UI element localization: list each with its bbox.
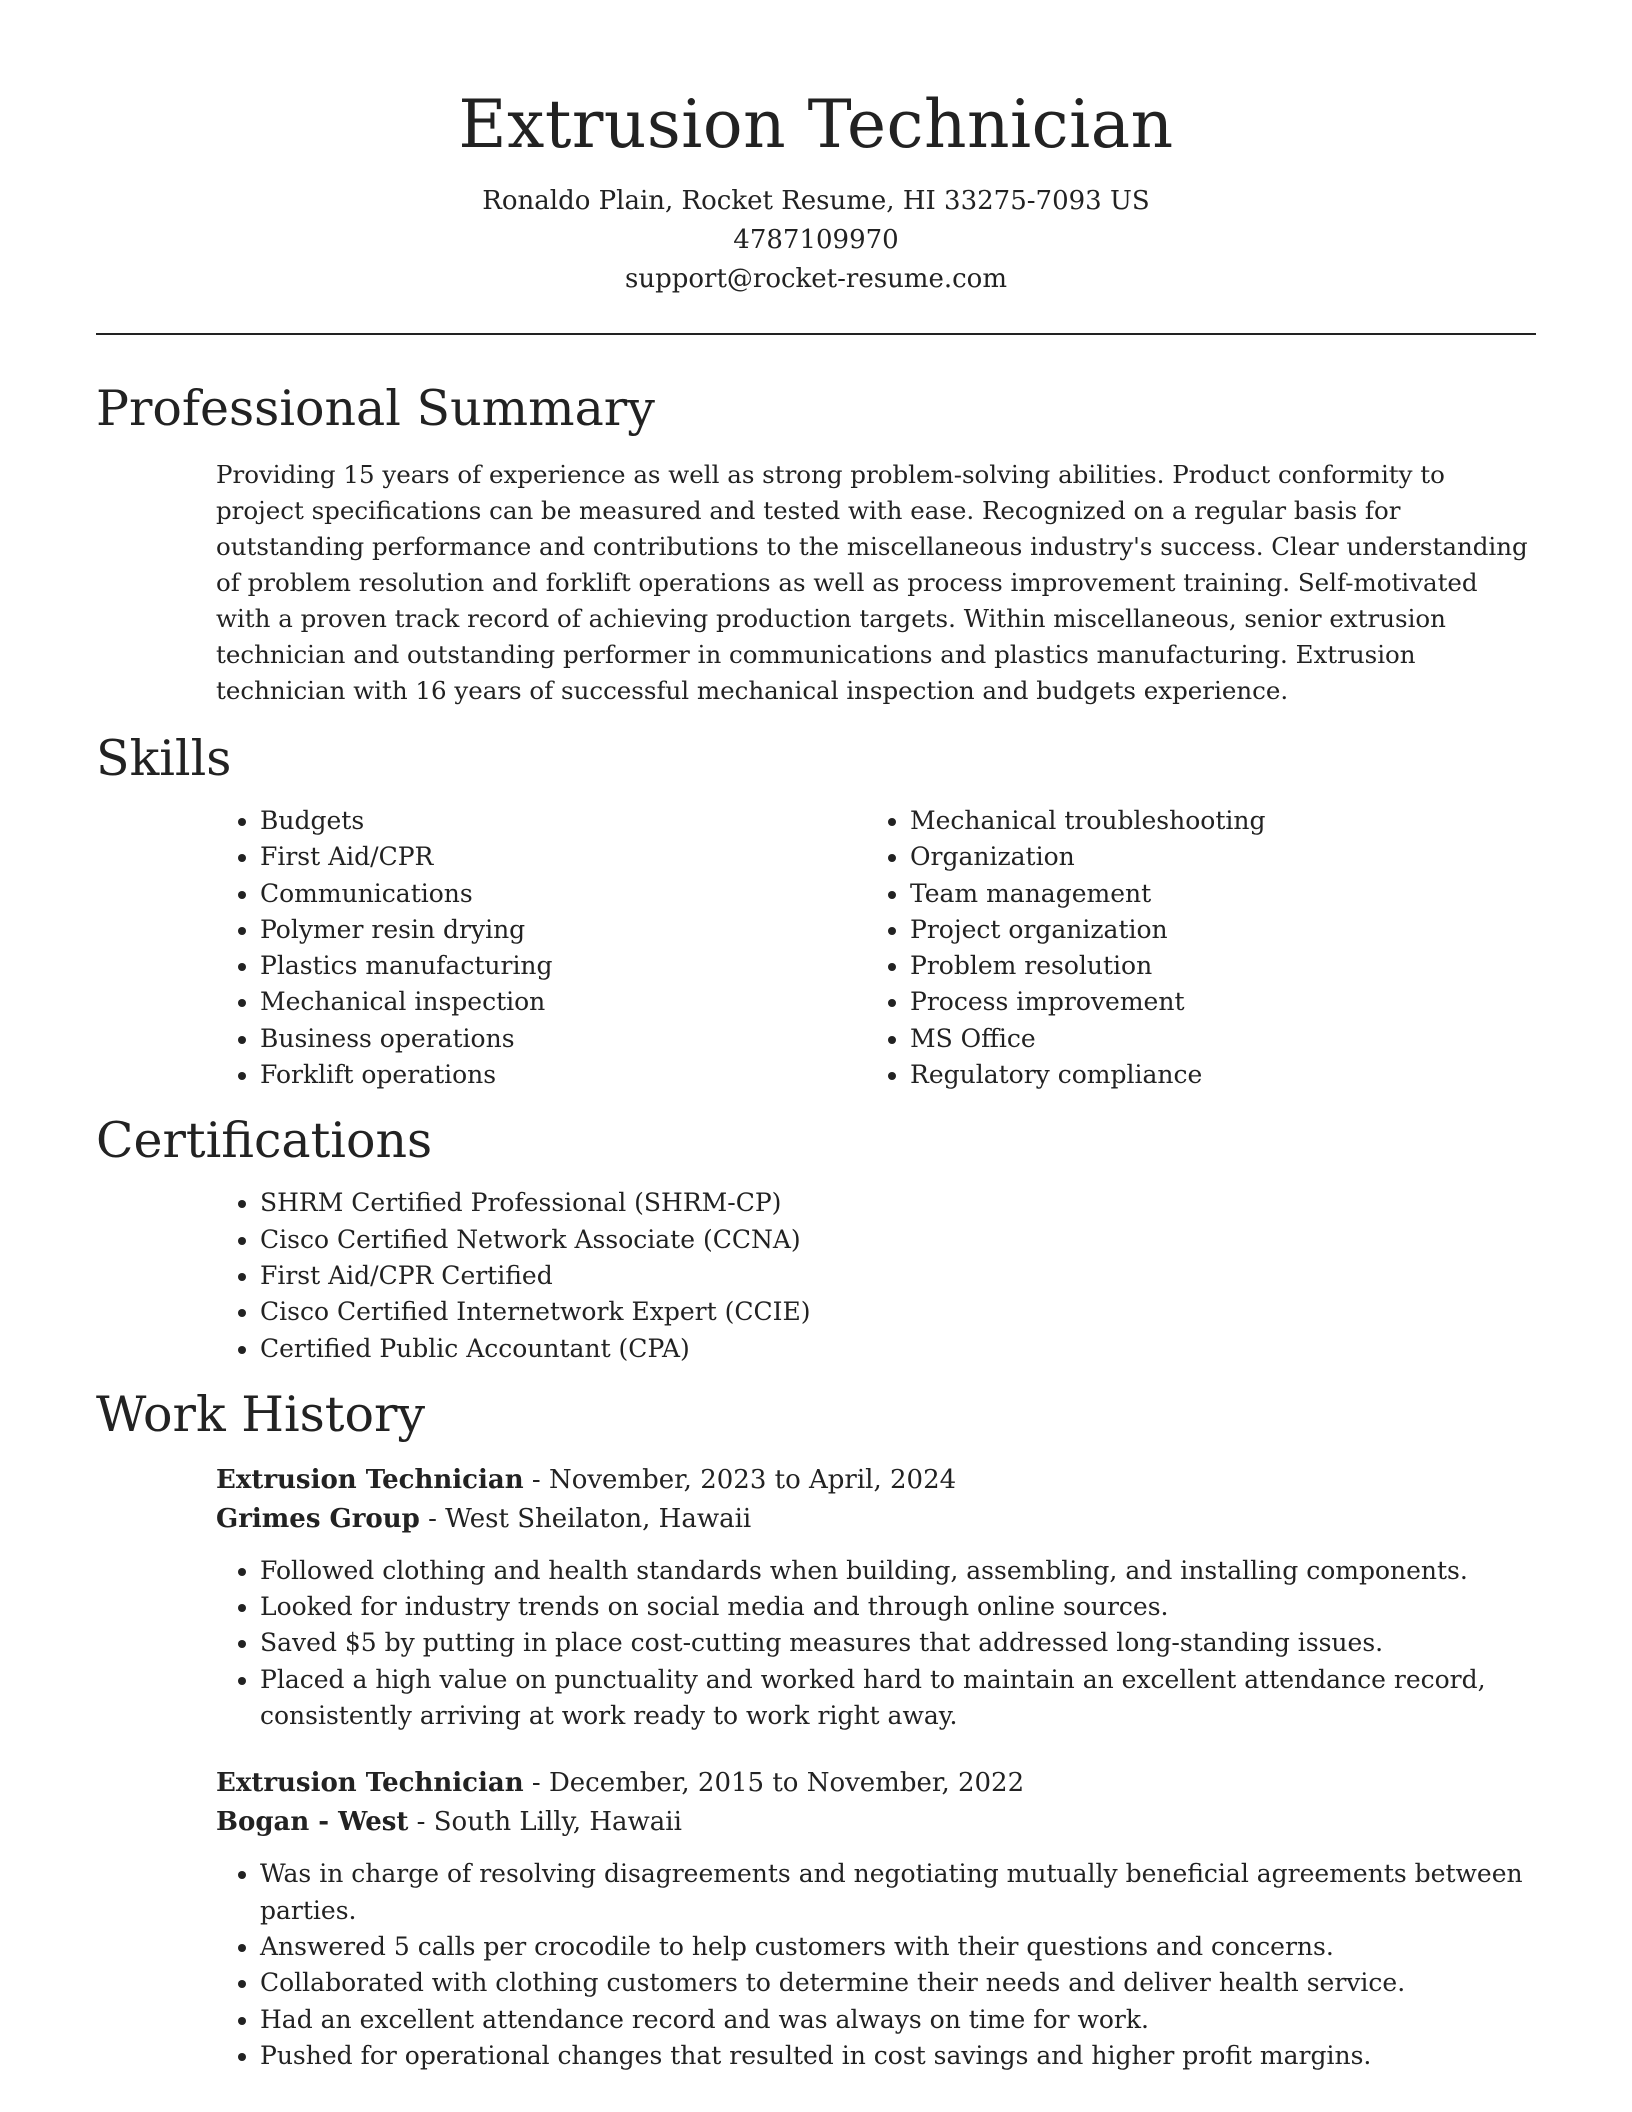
skills-list-right: [866, 803, 1516, 1093]
skills-heading: Skills: [96, 730, 232, 787]
job-role: Extrusion Technician: [216, 1768, 524, 1799]
skills-list-left: [216, 803, 866, 1093]
summary-paragraph: Providing 15 years of experience as well as strong problem-solving abilities. Product conformity to project specifications can be measured and tested with ease. Recognized on a regular basis for outstanding performance and contributions to the miscellaneous industry's success. Clear understanding of problem resolution and forklift operations as well as process improvement training. Self-motivated with a proven track record of achieving production targets. Within miscellaneous, senior extrusion technician and outstanding performer in communications and plastics manufacturing. Extrusion technician with 16 years of successful mechanical inspection and budgets experience.: [216, 460, 1528, 705]
header-divider: [96, 333, 1536, 335]
skill-item: • Regulatory compliance: [910, 1057, 1516, 1093]
work-history-section: [96, 1385, 1536, 2074]
skill-item: • Forklift operations: [260, 1057, 866, 1093]
skill-item: • First Aid/CPR: [260, 839, 866, 875]
job-company-line: [216, 1803, 1536, 1842]
certifications-list-wrap: [216, 1185, 1536, 1366]
skill-item: • Organization: [910, 839, 1516, 875]
contact-address: Ronaldo Plain, Rocket Resume, HI 33275-7093 US: [482, 186, 1150, 216]
job-bullet: • Looked for industry trends on social media and through online sources.: [260, 1589, 1536, 1625]
job-role: Extrusion Technician: [216, 1464, 524, 1495]
work-history-heading: Work History: [96, 1385, 426, 1443]
certification-item: • Certified Public Accountant (CPA): [260, 1331, 1536, 1367]
job-bullet: • Was in charge of resolving disagreements and negotiating mutually beneficial agreements between parties.: [260, 1856, 1536, 1929]
job-dates: - December, 2015 to November, 2022: [523, 1768, 1025, 1799]
skills-section: [96, 729, 1536, 1093]
job-bullet: • Followed clothing and health standards when building, assembling, and installing components.: [260, 1553, 1536, 1589]
skill-item: • MS Office: [910, 1021, 1516, 1057]
resume-header: [96, 0, 1536, 299]
contact-phone: 4787109970: [733, 225, 899, 255]
skill-item: • Problem resolution: [910, 948, 1516, 984]
job-company-line: [216, 1500, 1536, 1539]
certification-item: • First Aid/CPR Certified: [260, 1258, 1536, 1294]
skill-item: • Mechanical inspection: [260, 984, 866, 1020]
job-bullet: • Saved $5 by putting in place cost-cutting measures that addressed long-standing issues.: [260, 1625, 1536, 1661]
skills-column-left: [216, 803, 866, 1093]
skills-grid: [216, 803, 1536, 1093]
skill-item: • Plastics manufacturing: [260, 948, 866, 984]
job-title-line: [216, 1461, 1536, 1500]
job-location: - West Sheilaton, Hawaii: [419, 1503, 752, 1534]
job-bullet: • Collaborated with clothing customers to determine their needs and deliver health service.: [260, 1965, 1536, 2001]
resume-page: [96, 0, 1536, 2074]
job-company: Bogan - West: [216, 1807, 409, 1838]
skill-item: • Communications: [260, 876, 866, 912]
summary-section: [96, 379, 1536, 709]
certification-item: • Cisco Certified Network Associate (CCNA): [260, 1222, 1536, 1258]
contact-block: [96, 182, 1536, 299]
job-entry: [216, 1764, 1536, 2074]
skill-item: • Polymer resin drying: [260, 912, 866, 948]
job-bullet: • Had an excellent attendance record and was always on time for work.: [260, 2002, 1536, 2038]
certification-item: • SHRM Certified Professional (SHRM-CP): [260, 1185, 1536, 1221]
job-company: Grimes Group: [216, 1503, 420, 1534]
job-dates: - November, 2023 to April, 2024: [523, 1464, 957, 1495]
summary-heading: Professional Summary: [96, 380, 655, 437]
certification-item: • Cisco Certified Internetwork Expert (CCIE): [260, 1294, 1536, 1330]
job-bullets: [216, 1856, 1536, 2074]
skill-item: • Process improvement: [910, 984, 1516, 1020]
job-location: - South Lilly, Hawaii: [408, 1807, 682, 1838]
skill-item: • Mechanical troubleshooting: [910, 803, 1516, 839]
job-bullets: [216, 1553, 1536, 1734]
job-entry: [216, 1461, 1536, 1734]
skill-item: • Budgets: [260, 803, 866, 839]
job-bullet: • Placed a high value on punctuality and worked hard to maintain an excellent attendance record, consistently arriving at work ready to work right away.: [260, 1662, 1536, 1735]
skills-column-right: [866, 803, 1516, 1093]
skill-item: • Team management: [910, 876, 1516, 912]
job-bullet: • Answered 5 calls per crocodile to help customers with their questions and concerns.: [260, 1929, 1536, 1965]
job-bullet: • Pushed for operational changes that resulted in cost savings and higher profit margins.: [260, 2038, 1536, 2074]
resume-name: Extrusion Technician: [458, 86, 1174, 163]
certifications-heading: Certifications: [96, 1112, 433, 1170]
skill-item: • Business operations: [260, 1021, 866, 1057]
job-title-line: [216, 1764, 1536, 1803]
contact-email: support@rocket-resume.com: [624, 264, 1007, 294]
skill-item: • Project organization: [910, 912, 1516, 948]
certifications-list: [216, 1185, 1536, 1366]
certifications-section: [96, 1111, 1536, 1366]
